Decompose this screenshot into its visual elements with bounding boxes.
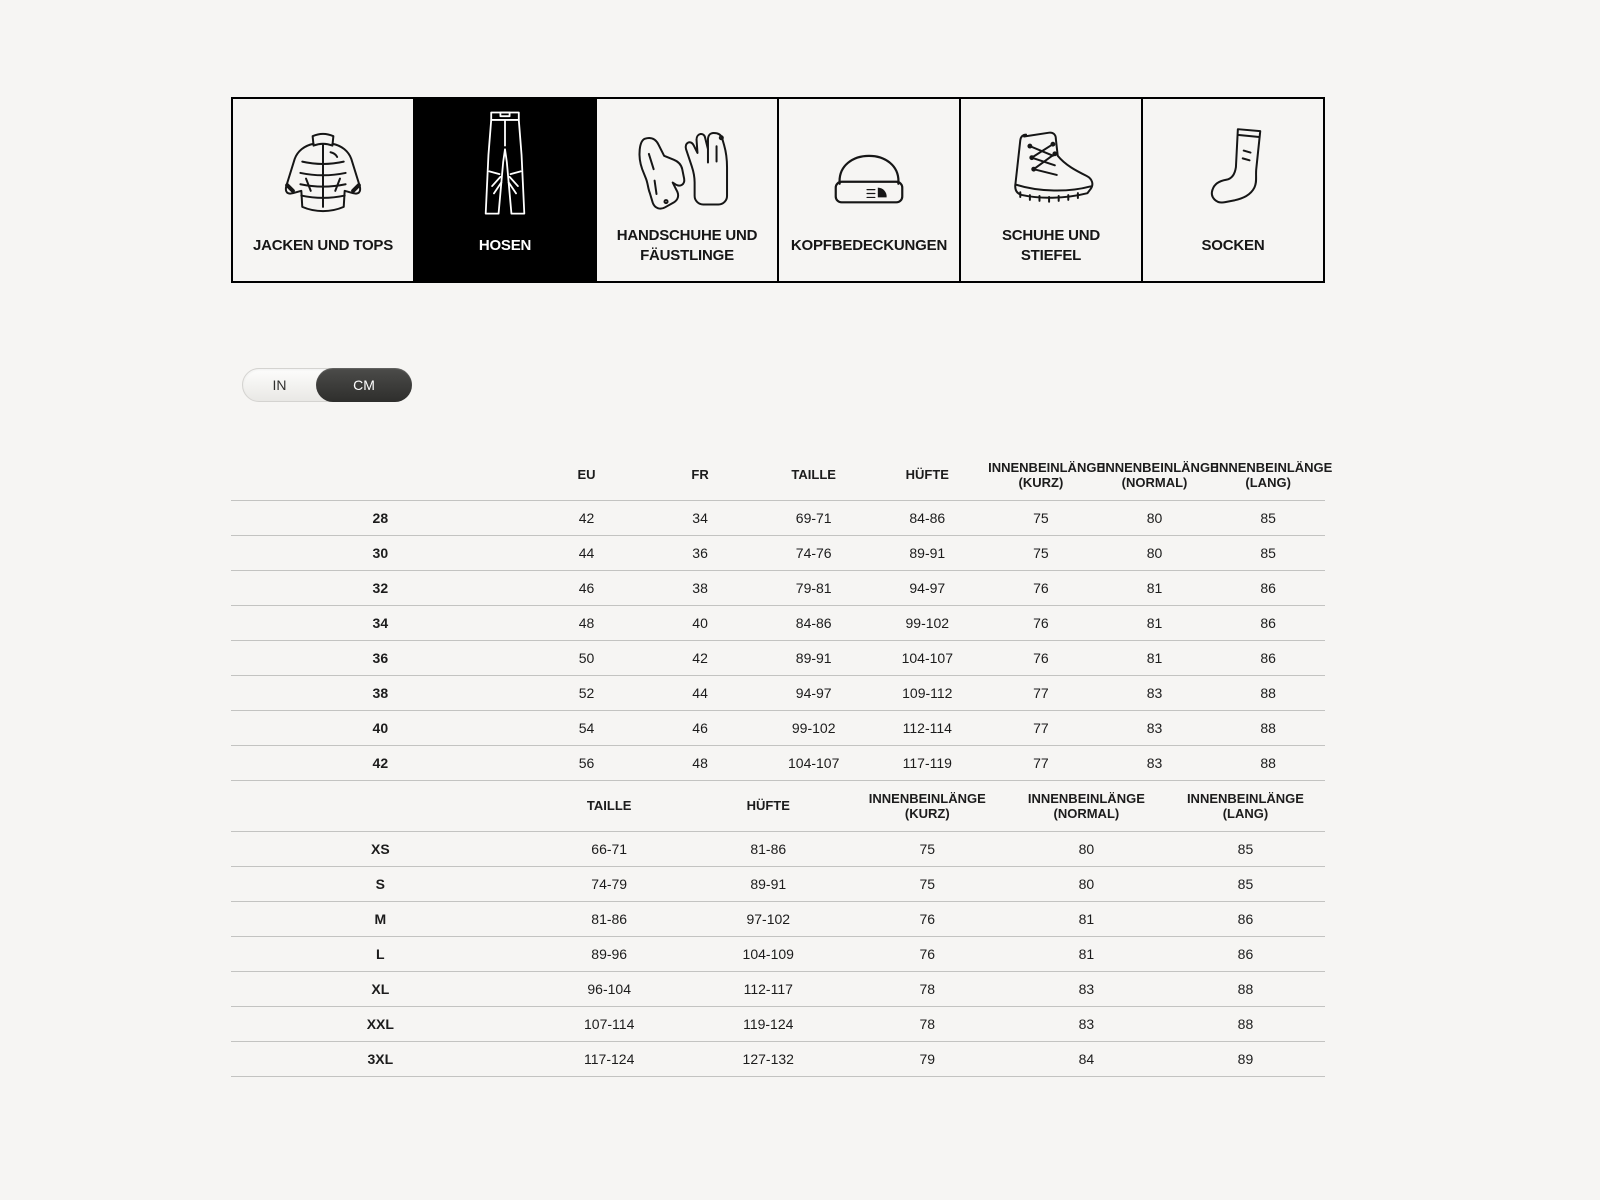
- tab-schuhe-und-stiefel[interactable]: [959, 99, 1141, 281]
- size-row: [231, 606, 1325, 641]
- size-cell: 81-86: [530, 902, 689, 937]
- size-cell: 79-81: [757, 571, 871, 606]
- corner-cell: [231, 781, 530, 832]
- size-cell: 99-102: [871, 606, 985, 641]
- size-cell: 75: [984, 536, 1098, 571]
- size-row: [231, 536, 1325, 571]
- size-cell: 99-102: [757, 711, 871, 746]
- column-header: TAILLE: [530, 781, 689, 832]
- size-cell: 76: [984, 641, 1098, 676]
- tab-label: SCHUHE UND STIEFEL: [1001, 227, 1100, 264]
- tab-label: KOPFBEDECKUNGEN: [790, 237, 948, 255]
- size-cell: 85: [1166, 867, 1325, 902]
- tab-label: SOCKEN: [1201, 237, 1265, 255]
- size-cell: 96-104: [530, 972, 689, 1007]
- size-cell: 94-97: [871, 571, 985, 606]
- size-cell: 84: [1007, 1042, 1166, 1077]
- size-cell: 80: [1007, 832, 1166, 867]
- tab-kopfbedeckungen[interactable]: [777, 99, 959, 281]
- size-cell: 75: [984, 501, 1098, 536]
- size-cell: 112-114: [871, 711, 985, 746]
- size-cell: 94-97: [757, 676, 871, 711]
- column-header: INNENBEINLÄNGE (NORMAL): [1098, 450, 1212, 501]
- column-header: TAILLE: [757, 450, 871, 501]
- size-cell: 127-132: [689, 1042, 848, 1077]
- size-cell: 80: [1098, 501, 1212, 536]
- size-cell: 77: [984, 746, 1098, 781]
- size-cell: 86: [1166, 937, 1325, 972]
- size-cell: 42: [530, 501, 644, 536]
- boot-icon: [996, 99, 1106, 221]
- size-cell: 119-124: [689, 1007, 848, 1042]
- column-header: INNENBEINLÄNGE (KURZ): [984, 450, 1098, 501]
- size-cell: 81: [1098, 571, 1212, 606]
- size-cell: 81: [1007, 937, 1166, 972]
- size-cell: 80: [1007, 867, 1166, 902]
- size-cell: 117-124: [530, 1042, 689, 1077]
- size-cell: 86: [1211, 571, 1325, 606]
- size-row: [231, 711, 1325, 746]
- size-cell: 112-117: [689, 972, 848, 1007]
- size-row-label: S: [231, 867, 530, 902]
- size-row: [231, 746, 1325, 781]
- size-tables: [231, 450, 1333, 1077]
- size-cell: 52: [530, 676, 644, 711]
- gloves-icon: [626, 99, 748, 221]
- size-cell: 79: [848, 1042, 1007, 1077]
- tab-jacken-und-tops[interactable]: [233, 99, 413, 281]
- size-row: [231, 937, 1325, 972]
- size-row: [231, 571, 1325, 606]
- size-cell: 42: [643, 641, 757, 676]
- size-cell: 88: [1166, 1007, 1325, 1042]
- size-cell: 76: [848, 902, 1007, 937]
- size-cell: 89-96: [530, 937, 689, 972]
- size-cell: 38: [643, 571, 757, 606]
- size-cell: 83: [1098, 676, 1212, 711]
- size-cell: 75: [848, 867, 1007, 902]
- size-cell: 48: [643, 746, 757, 781]
- size-cell: 85: [1211, 536, 1325, 571]
- size-row: [231, 1042, 1325, 1077]
- size-cell: 104-107: [757, 746, 871, 781]
- size-cell: 75: [848, 832, 1007, 867]
- size-cell: 117-119: [871, 746, 985, 781]
- size-cell: 76: [984, 606, 1098, 641]
- size-row: [231, 501, 1325, 536]
- unit-option-in[interactable]: IN: [272, 377, 287, 393]
- size-row-label: 3XL: [231, 1042, 530, 1077]
- size-cell: 46: [530, 571, 644, 606]
- size-row-label: 28: [231, 501, 530, 536]
- jacket-icon: [269, 99, 377, 221]
- size-cell: 85: [1211, 501, 1325, 536]
- size-row: [231, 902, 1325, 937]
- column-header: INNENBEINLÄNGE (KURZ): [848, 781, 1007, 832]
- sock-icon: [1197, 99, 1269, 221]
- size-cell: 109-112: [871, 676, 985, 711]
- size-cell: 74-79: [530, 867, 689, 902]
- tab-label: HOSEN: [478, 237, 532, 255]
- size-cell: 84-86: [757, 606, 871, 641]
- unit-option-cm[interactable]: CM: [316, 368, 412, 402]
- size-cell: 54: [530, 711, 644, 746]
- size-cell: 77: [984, 676, 1098, 711]
- column-header: HÜFTE: [871, 450, 985, 501]
- size-cell: 81: [1098, 641, 1212, 676]
- size-cell: 89-91: [871, 536, 985, 571]
- size-cell: 77: [984, 711, 1098, 746]
- pants-icon: [474, 99, 536, 221]
- size-cell: 88: [1166, 972, 1325, 1007]
- size-cell: 78: [848, 1007, 1007, 1042]
- size-cell: 86: [1211, 606, 1325, 641]
- size-cell: 89-91: [689, 867, 848, 902]
- size-row-label: 38: [231, 676, 530, 711]
- size-row: [231, 641, 1325, 676]
- size-cell: 74-76: [757, 536, 871, 571]
- size-row-label: 40: [231, 711, 530, 746]
- size-cell: 81: [1007, 902, 1166, 937]
- column-header: EU: [530, 450, 644, 501]
- size-row: [231, 972, 1325, 1007]
- size-row-label: 32: [231, 571, 530, 606]
- size-cell: 46: [643, 711, 757, 746]
- column-header: INNENBEINLÄNGE (LANG): [1211, 450, 1325, 501]
- size-cell: 81-86: [689, 832, 848, 867]
- size-row: [231, 867, 1325, 902]
- column-header: FR: [643, 450, 757, 501]
- size-cell: 56: [530, 746, 644, 781]
- size-row-label: XXL: [231, 1007, 530, 1042]
- size-row-label: L: [231, 937, 530, 972]
- size-cell: 88: [1211, 711, 1325, 746]
- size-cell: 89-91: [757, 641, 871, 676]
- size-cell: 36: [643, 536, 757, 571]
- size-cell: 88: [1211, 676, 1325, 711]
- size-cell: 83: [1007, 972, 1166, 1007]
- size-row-label: 30: [231, 536, 530, 571]
- size-cell: 80: [1098, 536, 1212, 571]
- size-cell: 78: [848, 972, 1007, 1007]
- size-cell: 48: [530, 606, 644, 641]
- size-cell: 83: [1007, 1007, 1166, 1042]
- size-cell: 34: [643, 501, 757, 536]
- size-row-label: 42: [231, 746, 530, 781]
- size-cell: 44: [530, 536, 644, 571]
- size-cell: 104-109: [689, 937, 848, 972]
- size-row-label: M: [231, 902, 530, 937]
- size-cell: 40: [643, 606, 757, 641]
- numeric-sizes-table: [231, 450, 1333, 781]
- size-cell: 88: [1211, 746, 1325, 781]
- column-header: INNENBEINLÄNGE (LANG): [1166, 781, 1325, 832]
- size-cell: 66-71: [530, 832, 689, 867]
- size-row: [231, 832, 1325, 867]
- tab-label: HANDSCHUHE UND FÄUSTLINGE: [616, 227, 758, 264]
- size-row-label: 34: [231, 606, 530, 641]
- size-cell: 86: [1211, 641, 1325, 676]
- size-row-label: XL: [231, 972, 530, 1007]
- beanie-icon: [824, 99, 914, 221]
- category-tab-bar: [231, 97, 1325, 283]
- size-cell: 89: [1166, 1042, 1325, 1077]
- size-cell: 44: [643, 676, 757, 711]
- size-row-label: XS: [231, 832, 530, 867]
- size-cell: 76: [848, 937, 1007, 972]
- size-row-label: 36: [231, 641, 530, 676]
- size-cell: 84-86: [871, 501, 985, 536]
- column-header: INNENBEINLÄNGE (NORMAL): [1007, 781, 1166, 832]
- size-cell: 86: [1166, 902, 1325, 937]
- size-row: [231, 1007, 1325, 1042]
- size-cell: 107-114: [530, 1007, 689, 1042]
- tab-socken[interactable]: [1141, 99, 1323, 281]
- tab-label: JACKEN UND TOPS: [252, 237, 394, 255]
- size-cell: 76: [984, 571, 1098, 606]
- size-cell: 83: [1098, 746, 1212, 781]
- size-cell: 97-102: [689, 902, 848, 937]
- tab-handschuhe-und-faustlinge[interactable]: [595, 99, 777, 281]
- size-cell: 69-71: [757, 501, 871, 536]
- unit-toggle[interactable]: [242, 368, 412, 402]
- size-row: [231, 676, 1325, 711]
- size-cell: 50: [530, 641, 644, 676]
- size-cell: 81: [1098, 606, 1212, 641]
- size-cell: 85: [1166, 832, 1325, 867]
- tab-hosen[interactable]: [413, 99, 595, 281]
- corner-cell: [231, 450, 530, 501]
- size-cell: 83: [1098, 711, 1212, 746]
- alpha-sizes-table: [231, 781, 1325, 1077]
- column-header: HÜFTE: [689, 781, 848, 832]
- size-cell: 104-107: [871, 641, 985, 676]
